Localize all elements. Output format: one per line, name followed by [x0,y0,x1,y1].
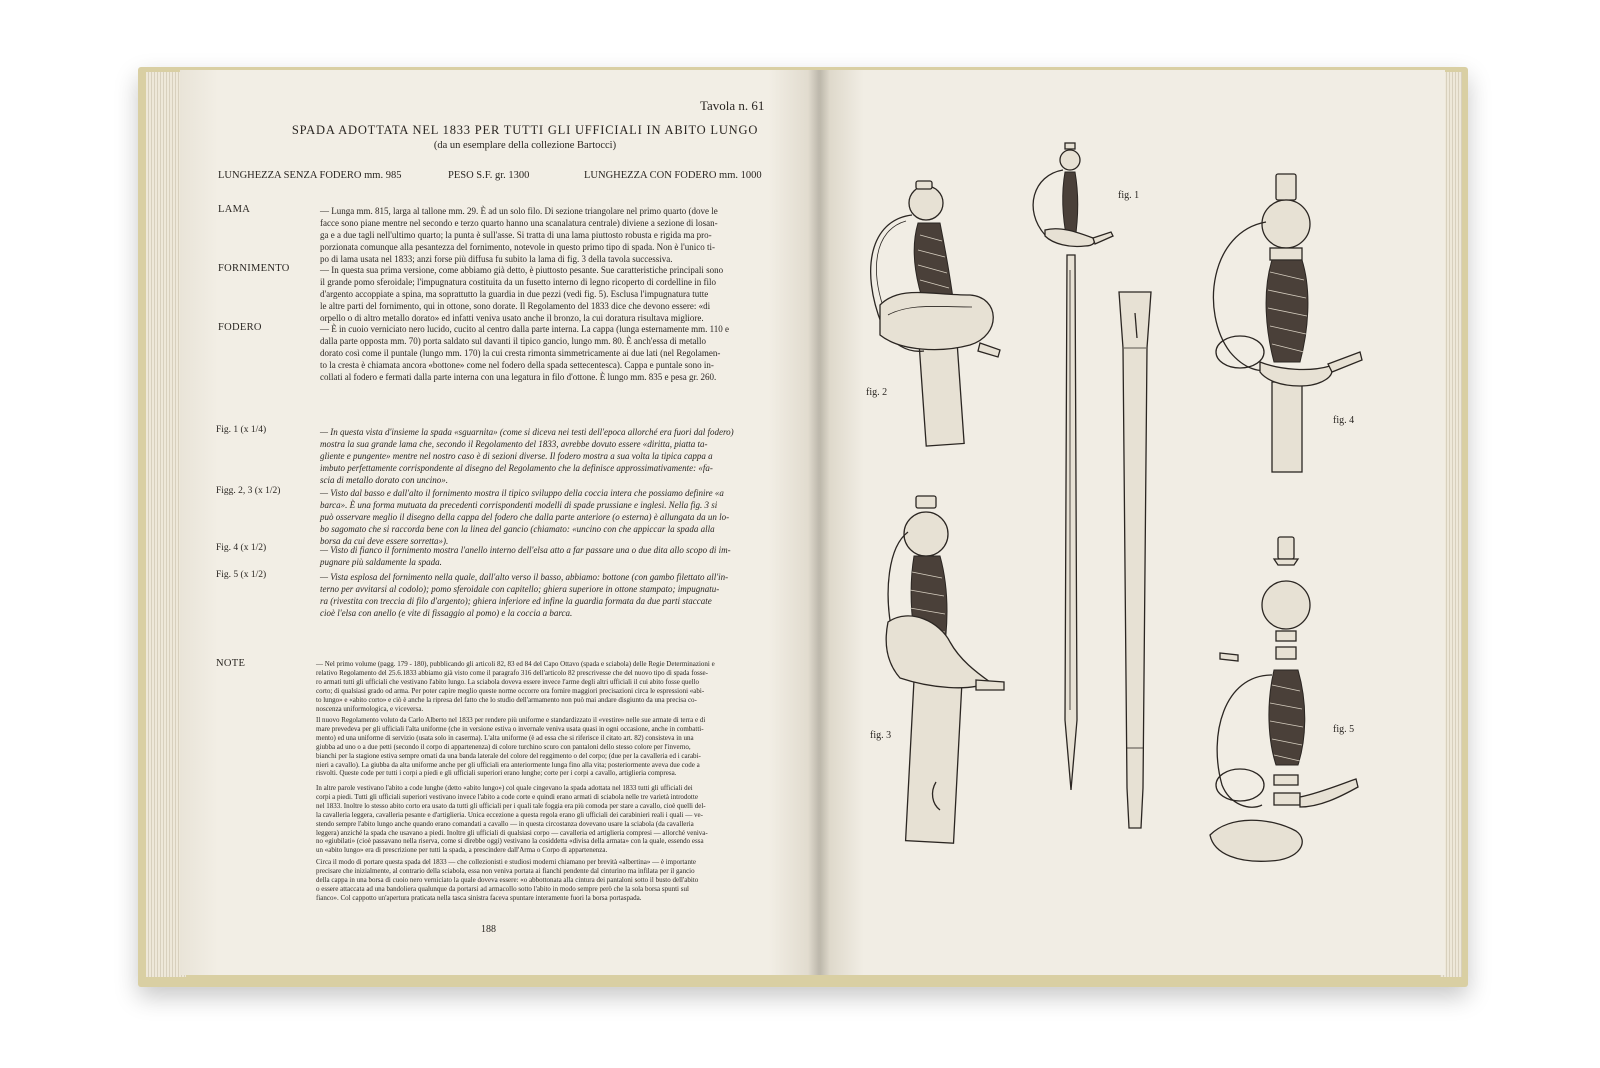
text-line: può osservare meglio il disegno della cappa del fodero che dalla parte anteriore (o esterna) è allungata da un lo- [320,512,730,522]
fig-3-drawing [880,492,1030,852]
text-line: bianchi per la stagione estiva sempre ornati da una banda laterale del colore del reggimento o del corpo; (due per la cavalleria ed i carabi- [316,751,701,760]
fig-5-drawing [1200,535,1370,870]
figure-label-5: Fig. 5 (x 1/2) [216,570,267,580]
text-line: Il nuovo Regolamento voluto da Carlo Alberto nel 1833 per rendere più uniforme e standardizzato il «vestire» nelle sue armate di terra e di [316,716,706,724]
page-subtitle: (da un esemplare della collezione Bartocci) [433,140,617,151]
figure-description-4 [320,544,757,568]
section-body-lama [320,205,757,265]
scabbard-drawing [1115,288,1155,838]
text-line: to la cresta è chiamata ancora «bottone» come nel fodero della spada settecentesca). Cappa e puntale sono in- [320,360,714,370]
book-gutter [808,70,830,975]
caption-fig-4: fig. 4 [1333,415,1355,426]
note-label: NOTE [216,658,246,669]
text-line: nel 1833. Inoltre lo stesso abito corto era usato da tutti gli ufficiali per i quali tale foggia era più comoda per stare a cavallo, cioè quelli del- [316,801,706,810]
text-line: scia di metallo dorato con uncino». [320,475,448,485]
text-line: giubba ad uno o a due petti (secondo il corpo di appartenenza) di colore turchino scuro con pantaloni dello stesso colore per l'inverno, [316,742,691,751]
figure-description-1 [320,426,757,486]
text-line: — In questa sua prima versione, come abbiamo già detto, è piuttosto pesante. Sue caratteristiche principali sono [320,265,724,275]
section-label-lama: LAMA [218,204,251,215]
length-with-scabbard: LUNGHEZZA CON FODERO mm. 1000 [584,170,762,181]
text-line: risvolti. Queste code per tutti i corpi a piedi e gli ufficiali superiori erano lunghe; corte per i corpi a cavallo, artiglieria compresa. [316,769,677,778]
figure-description-2-3 [320,487,757,547]
text-line: mento) ed una uniforme di servizio (usata solo in caserma). L'alta uniforme (è ad essa che si riferisce il citato art. 82) consisteva in una [316,733,694,742]
text-line: — Nel primo volume (pagg. 179 - 180), pubblicando gli articoli 82, 83 ed 84 del Capo Ottavo (spada e sciabola) delle Regie Determinazioni e [316,660,715,668]
text-line: no «giubilati» (cioè passavano nella riserva, come si direbbe oggi) vestivano la cosiddetta «divisa della armata» con la quale, essendo essa [316,837,704,846]
text-line: ga e a due tagli nell'ultimo quarto; la punta è sull'asse. Si tratta di una lama piuttosto robusta e rigida ma pro- [320,230,712,240]
text-line: — Lunga mm. 815, larga al tallone mm. 29. È ad un solo filo. Di sezione triangolare nel primo quarto (dove le [320,206,718,216]
text-line: — Vista esplosa del fornimento nella quale, dall'alto verso il basso, abbiamo: bottone (con gambo filettato all'in- [320,572,729,582]
text-line: collati al fodero e fermati dalla parte interna con una legatura in filo d'ottone. È lungo mm. 835 e pesa gr. 260. [320,372,717,382]
text-line: dorato così come il puntale (lungo mm. 170) la cui cresta rimonta simmetricamente ai due lati (nel Regolamen- [320,348,721,358]
text-line: — Visto dal basso e dall'alto il fornimento mostra il tipico sviluppo della coccia intera che possiamo definire «a [320,488,724,498]
text-line: relativo Regolamento del 25.6.1833 abbiamo già visto come il paragrafo 316 dell'articolo 82 prescrivesse che del nuovo tipo di spada fosse- [316,668,708,677]
section-label-fodero: FODERO [218,322,262,333]
plate-number: Tavola n. 61 [700,98,765,113]
text-line: imbuto perfettamente corrispondente al disegno del Regolamento che la definisce approssimativamente: «fa- [320,463,713,473]
text-line: nieri a cavallo). La giubba da alta uniforme anche per gli ufficiali era anteriormente lunga fino alla vita; posteriormente aveva due code a [316,760,700,769]
text-line: orpello o di altro metallo dorato» ed infatti veniva usato anche il bronzo, la cui doratura risultava migliore. [320,313,704,323]
text-line: leggera) anziché la spada che usavano a piedi. Inoltre gli ufficiali di qualsiasi corpo — cavalleria ed artiglieria compresi — allorché veniva- [316,828,708,837]
text-line: terno per avvitarsi al codolo); pomo sferoidale con capitello; ghiera superiore in ottone stampato; impugnatu- [320,584,720,594]
text-line: il grande pomo sferoidale; l'impugnatura costituita da un fusetto interno di legno ricoperto di cordelline in filo [320,277,717,287]
note-paragraph-3 [316,784,756,855]
note-paragraph-4 [316,858,756,903]
weight: PESO S.F. gr. 1300 [448,170,530,181]
caption-fig-5: fig. 5 [1333,724,1355,735]
text-line: In altre parole vestivano l'abito a code lunghe (detto «abito lungo») col quale cingevano la spada adottata nel 1833 tutti gli ufficiali dei [316,784,693,792]
text-line: borsa da cui deve essere sorretta»). [320,536,449,546]
text-line: gliente e pungente» mentre nel nostro caso è di sezioni diverse. Il fodero mostra a sua volta la tipica cappa a [320,451,713,461]
text-line: — In questa vista d'insieme la spada «sguarnita» (come si diceva nei testi dell'epoca allorché era fuori dal fodero) [320,427,734,437]
text-line: po di lama usata nel 1833; anzi forse più diffusa fu subito la lama di fig. 3 della tavola successiva. [320,254,673,264]
text-line: mostra la sua grande lama che, secondo il Regolamento del 1833, avrebbe dovuto essere «diritta, piatta ta- [320,439,708,449]
text-line: o essere attaccata ad una bandoliera qualunque da portarsi ad armacollo sotto l'abito in modo sempre però che la sola borsa spunti sul [316,884,689,893]
text-line: — Visto di fianco il fornimento mostra l'anello interno dell'elsa atto a far passare una o due dita allo scopo di im- [320,545,731,555]
figure-label-4: Fig. 4 (x 1/2) [216,543,267,553]
text-line: facce sono piane mentre nel secondo e terzo quarto hanno una scanalatura centrale) diviene a sezione di losan- [320,218,718,228]
text-line: to lungo» e «abito corto» e ciò è anche la ripresa del fatto che lo studio dell'armamento non può mai andare disgiunto da una precisa co- [316,695,697,704]
note-paragraph-2 [316,716,756,778]
text-line: stendo sempre l'abito lungo anche quando erano comandati a cavallo — in questa circostanza dovevano usare la sciabola (da cavalleria [316,819,694,828]
text-line: cioè l'elsa con anello (e vite di fissaggio al pomo) e la coccia a barca. [320,608,573,618]
text-line: pugnare più saldamente la spada. [320,557,442,567]
text-line: la cavalleria leggera, cavalleria pesante e d'artiglieria. Unica eccezione a questa regola erano gli ufficiali dei carabinieri reali i quali — ve- [316,810,703,819]
note-paragraph-1 [316,660,756,713]
caption-fig-3: fig. 3 [870,730,892,741]
text-line: fianco». Col cappotto un'apertura praticata nella tasca sinistra faceva spuntare interamente fuori la borsa portaspada. [316,893,642,902]
figure-label-1: Fig. 1 (x 1/4) [216,425,267,435]
text-line: corto; di qualsiasi grado od arma. Per poter capire meglio queste norme occorre ora fornire maggiori precisazioni circa le espressioni «abi- [316,686,705,695]
section-body-fodero [320,323,757,383]
text-line: d'argento accoppiate a spina, ma soprattutto la guardia in due pezzi (vedi fig. 5). Esclusa l'impugnatura tutte [320,289,709,299]
page-title: SPADA ADOTTATA NEL 1833 PER TUTTI GLI UFFICIALI IN ABITO LUNGO [291,123,759,137]
text-line: barca». È una forma mutuata da precedenti corrispondenti modelli di spade prussiane e inglesi. Nella fig. 3 si [320,500,718,510]
text-line: ra (rivestita con treccia di filo d'argento); ghiera inferiore ed infine la guardia formata da due parti staccate [320,596,712,606]
text-line: — È in cuoio verniciato nero lucido, cucito al centro dalla parte interna. La cappa (lunga esternamente mm. 110 e [320,324,730,334]
text-line: della cappa in una borsa di cuoio nero verniciato la quale doveva essere: «o abbottonata alla cintura dei pantaloni sotto il busto dell'abito [316,875,699,884]
text-line: le altre parti del fornimento, qui in ottone, sono dorate. Il Regolamento del 1833 dice che devono essere: «di [320,301,711,311]
length-without-scabbard: LUNGHEZZA SENZA FODERO mm. 985 [218,170,402,181]
text-line: porzionata comunque alla pesantezza del fornimento, notevole in questo primo tipo di spada. Non è l'unico ti- [320,242,716,252]
text-line: precisare che inizialmente, al contrario della sciabola, essa non veniva portata ai fianchi pendente dal cinturino ma infilata per il gancio [316,866,695,875]
text-line: un «abito lungo» era di prescrizione per tutti la spada, a prescindere dall'Arma o Corpo di appartenenza. [316,846,608,855]
page-number: 188 [481,924,496,935]
caption-fig-1: fig. 1 [1118,190,1140,201]
text-line: ro armati tutti gli ufficiali che vestivano l'abito lungo. La sciabola doveva essere invece l'arme degli altri ufficiali il cui abito fosse quello [316,677,700,686]
section-body-fornimento [320,264,757,324]
caption-fig-2: fig. 2 [866,387,888,398]
section-label-fornimento: FORNIMENTO [218,263,290,274]
figure-label-2-3: Figg. 2, 3 (x 1/2) [216,486,281,496]
text-line: Circa il modo di portare questa spada del 1833 — che collezionisti e studiosi moderni chiamano per brevità «albertina» — è importante [316,858,697,866]
fig-2-drawing [860,175,1010,455]
text-line: noscenza uniformologica, e viceversa. [316,704,424,713]
text-line: bo sagomato che si raccorda bene con la linea del gancio (chiamato: «uncino con che appiccar la spada alla [320,524,715,534]
figure-description-5 [320,571,757,619]
text-line: mare prevedeva per gli ufficiali l'alta uniforme (che in versione estiva o invernale veniva usata quasi in ogni occasione, anche in combatti- [316,724,704,733]
fig-1-sword-drawing [1015,140,1125,800]
text-line: dalla parte opposta mm. 70) porta saldato sul davanti il tipico gancio, lungo mm. 80. È anch'essa di metallo [320,336,707,346]
text-line: corpi a piedi. Tutti gli ufficiali superiori vestivano invece l'abito a code corte e quindi erano armati di sciabola nelle tre varietà introdotte [316,792,698,801]
fig-4-drawing [1200,172,1370,477]
